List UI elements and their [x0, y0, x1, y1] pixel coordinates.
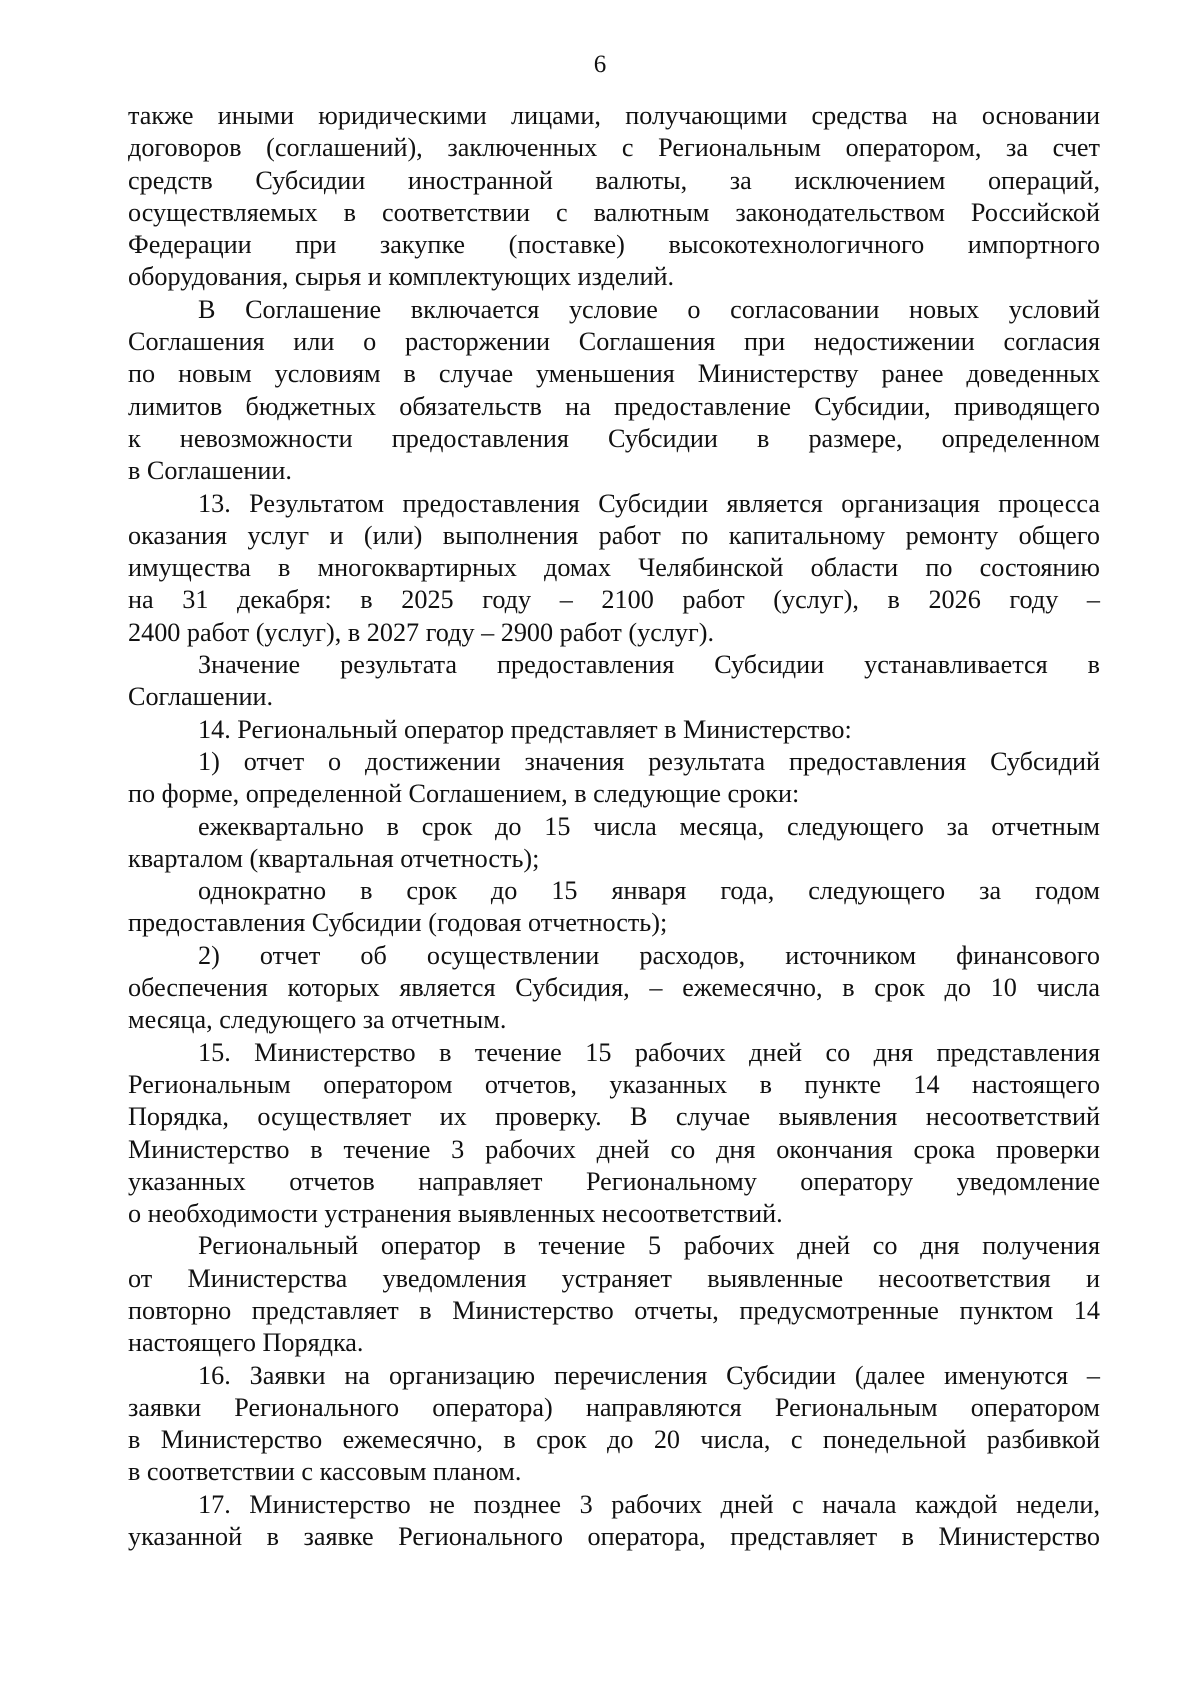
- text-line: 13. Результатом предоставления Субсидии является организация процесса: [198, 488, 1100, 518]
- text-line: Региональный оператор в течение 5 рабочих дней со дня получения: [198, 1231, 1100, 1261]
- text-line: от Министерства уведомления устраняет выявленные несоответствия и: [128, 1263, 1100, 1293]
- text-line: имущества в многоквартирных домах Челябинской области по состоянию: [128, 553, 1100, 583]
- text-line: повторно представляет в Министерство отчеты, предусмотренные пунктом 14: [128, 1295, 1100, 1325]
- text-line: однократно в срок до 15 января года, следующего за годом: [198, 876, 1100, 906]
- text-line: по новым условиям в случае уменьшения Министерству ранее доведенных: [128, 359, 1100, 389]
- text-line: Значение результата предоставления Субсидии устанавливается в: [198, 650, 1100, 680]
- text-line: в Соглашении.: [128, 456, 292, 486]
- text-line: обеспечения которых является Субсидия, – ежемесячно, в срок до 10 числа: [128, 973, 1100, 1003]
- text-line: указанных отчетов направляет Региональному оператору уведомление: [128, 1166, 1100, 1196]
- text-line: настоящего Порядка.: [128, 1328, 364, 1358]
- text-line: указанной в заявке Регионального оператора, представляет в Министерство: [128, 1522, 1100, 1552]
- text-line: Региональным оператором отчетов, указанных в пункте 14 настоящего: [128, 1069, 1100, 1099]
- text-line: 1) отчет о достижении значения результата предоставления Субсидий: [198, 746, 1100, 776]
- text-line: по форме, определенной Соглашением, в следующие сроки:: [128, 779, 800, 809]
- text-line: осуществляемых в соответствии с валютным законодательством Российской: [128, 197, 1100, 227]
- text-line: Соглашения или о расторжении Соглашения при недостижении согласия: [128, 327, 1100, 357]
- text-line: в соответствии с кассовым планом.: [128, 1457, 522, 1487]
- text-line: средств Субсидии иностранной валюты, за исключением операций,: [128, 165, 1100, 195]
- text-line: месяца, следующего за отчетным.: [128, 1005, 507, 1035]
- text-line: договоров (соглашений), заключенных с Региональным оператором, за счет: [128, 133, 1100, 163]
- page-number: 6: [593, 51, 607, 78]
- text-line: о необходимости устранения выявленных несоответствий.: [128, 1199, 783, 1229]
- text-line: 15. Министерство в течение 15 рабочих дней со дня представления: [198, 1037, 1100, 1067]
- text-line: заявки Регионального оператора) направляются Региональным оператором: [128, 1392, 1100, 1422]
- text-line: Порядка, осуществляет их проверку. В случае выявления несоответствий: [128, 1102, 1100, 1132]
- text-line: предоставления Субсидии (годовая отчетность);: [128, 908, 668, 938]
- text-line: 2) отчет об осуществлении расходов, источником финансового: [198, 940, 1100, 970]
- text-line: кварталом (квартальная отчетность);: [128, 843, 540, 873]
- text-line: на 31 декабря: в 2025 году – 2100 работ (услуг), в 2026 году –: [128, 585, 1100, 615]
- text-line: 2400 работ (услуг), в 2027 году – 2900 работ (услуг).: [128, 617, 715, 647]
- text-line: В Соглашение включается условие о согласовании новых условий: [198, 294, 1100, 324]
- document-body: [128, 100, 1100, 1553]
- text-line: Федерации при закупке (поставке) высокотехнологичного импортного: [128, 230, 1100, 260]
- text-line: оказания услуг и (или) выполнения работ по капитальному ремонту общего: [128, 520, 1100, 550]
- text-line: Министерство в течение 3 рабочих дней со дня окончания срока проверки: [128, 1134, 1100, 1164]
- text-line: ежеквартально в срок до 15 числа месяца, следующего за отчетным: [198, 811, 1100, 841]
- text-line: 17. Министерство не позднее 3 рабочих дней с начала каждой недели,: [198, 1489, 1100, 1519]
- text-line: 14. Региональный оператор представляет в Министерство:: [198, 714, 852, 744]
- text-line: Соглашении.: [128, 682, 274, 712]
- text-line: к невозможности предоставления Субсидии в размере, определенном: [128, 423, 1100, 453]
- text-line: в Министерство ежемесячно, в срок до 20 числа, с понедельной разбивкой: [128, 1425, 1100, 1455]
- text-line: также иными юридическими лицами, получающими средства на основании: [128, 101, 1100, 130]
- text-line: 16. Заявки на организацию перечисления Субсидии (далее именуются –: [198, 1360, 1100, 1390]
- text-line: лимитов бюджетных обязательств на предоставление Субсидии, приводящего: [128, 391, 1100, 421]
- text-line: оборудования, сырья и комплектующих изделий.: [128, 262, 675, 292]
